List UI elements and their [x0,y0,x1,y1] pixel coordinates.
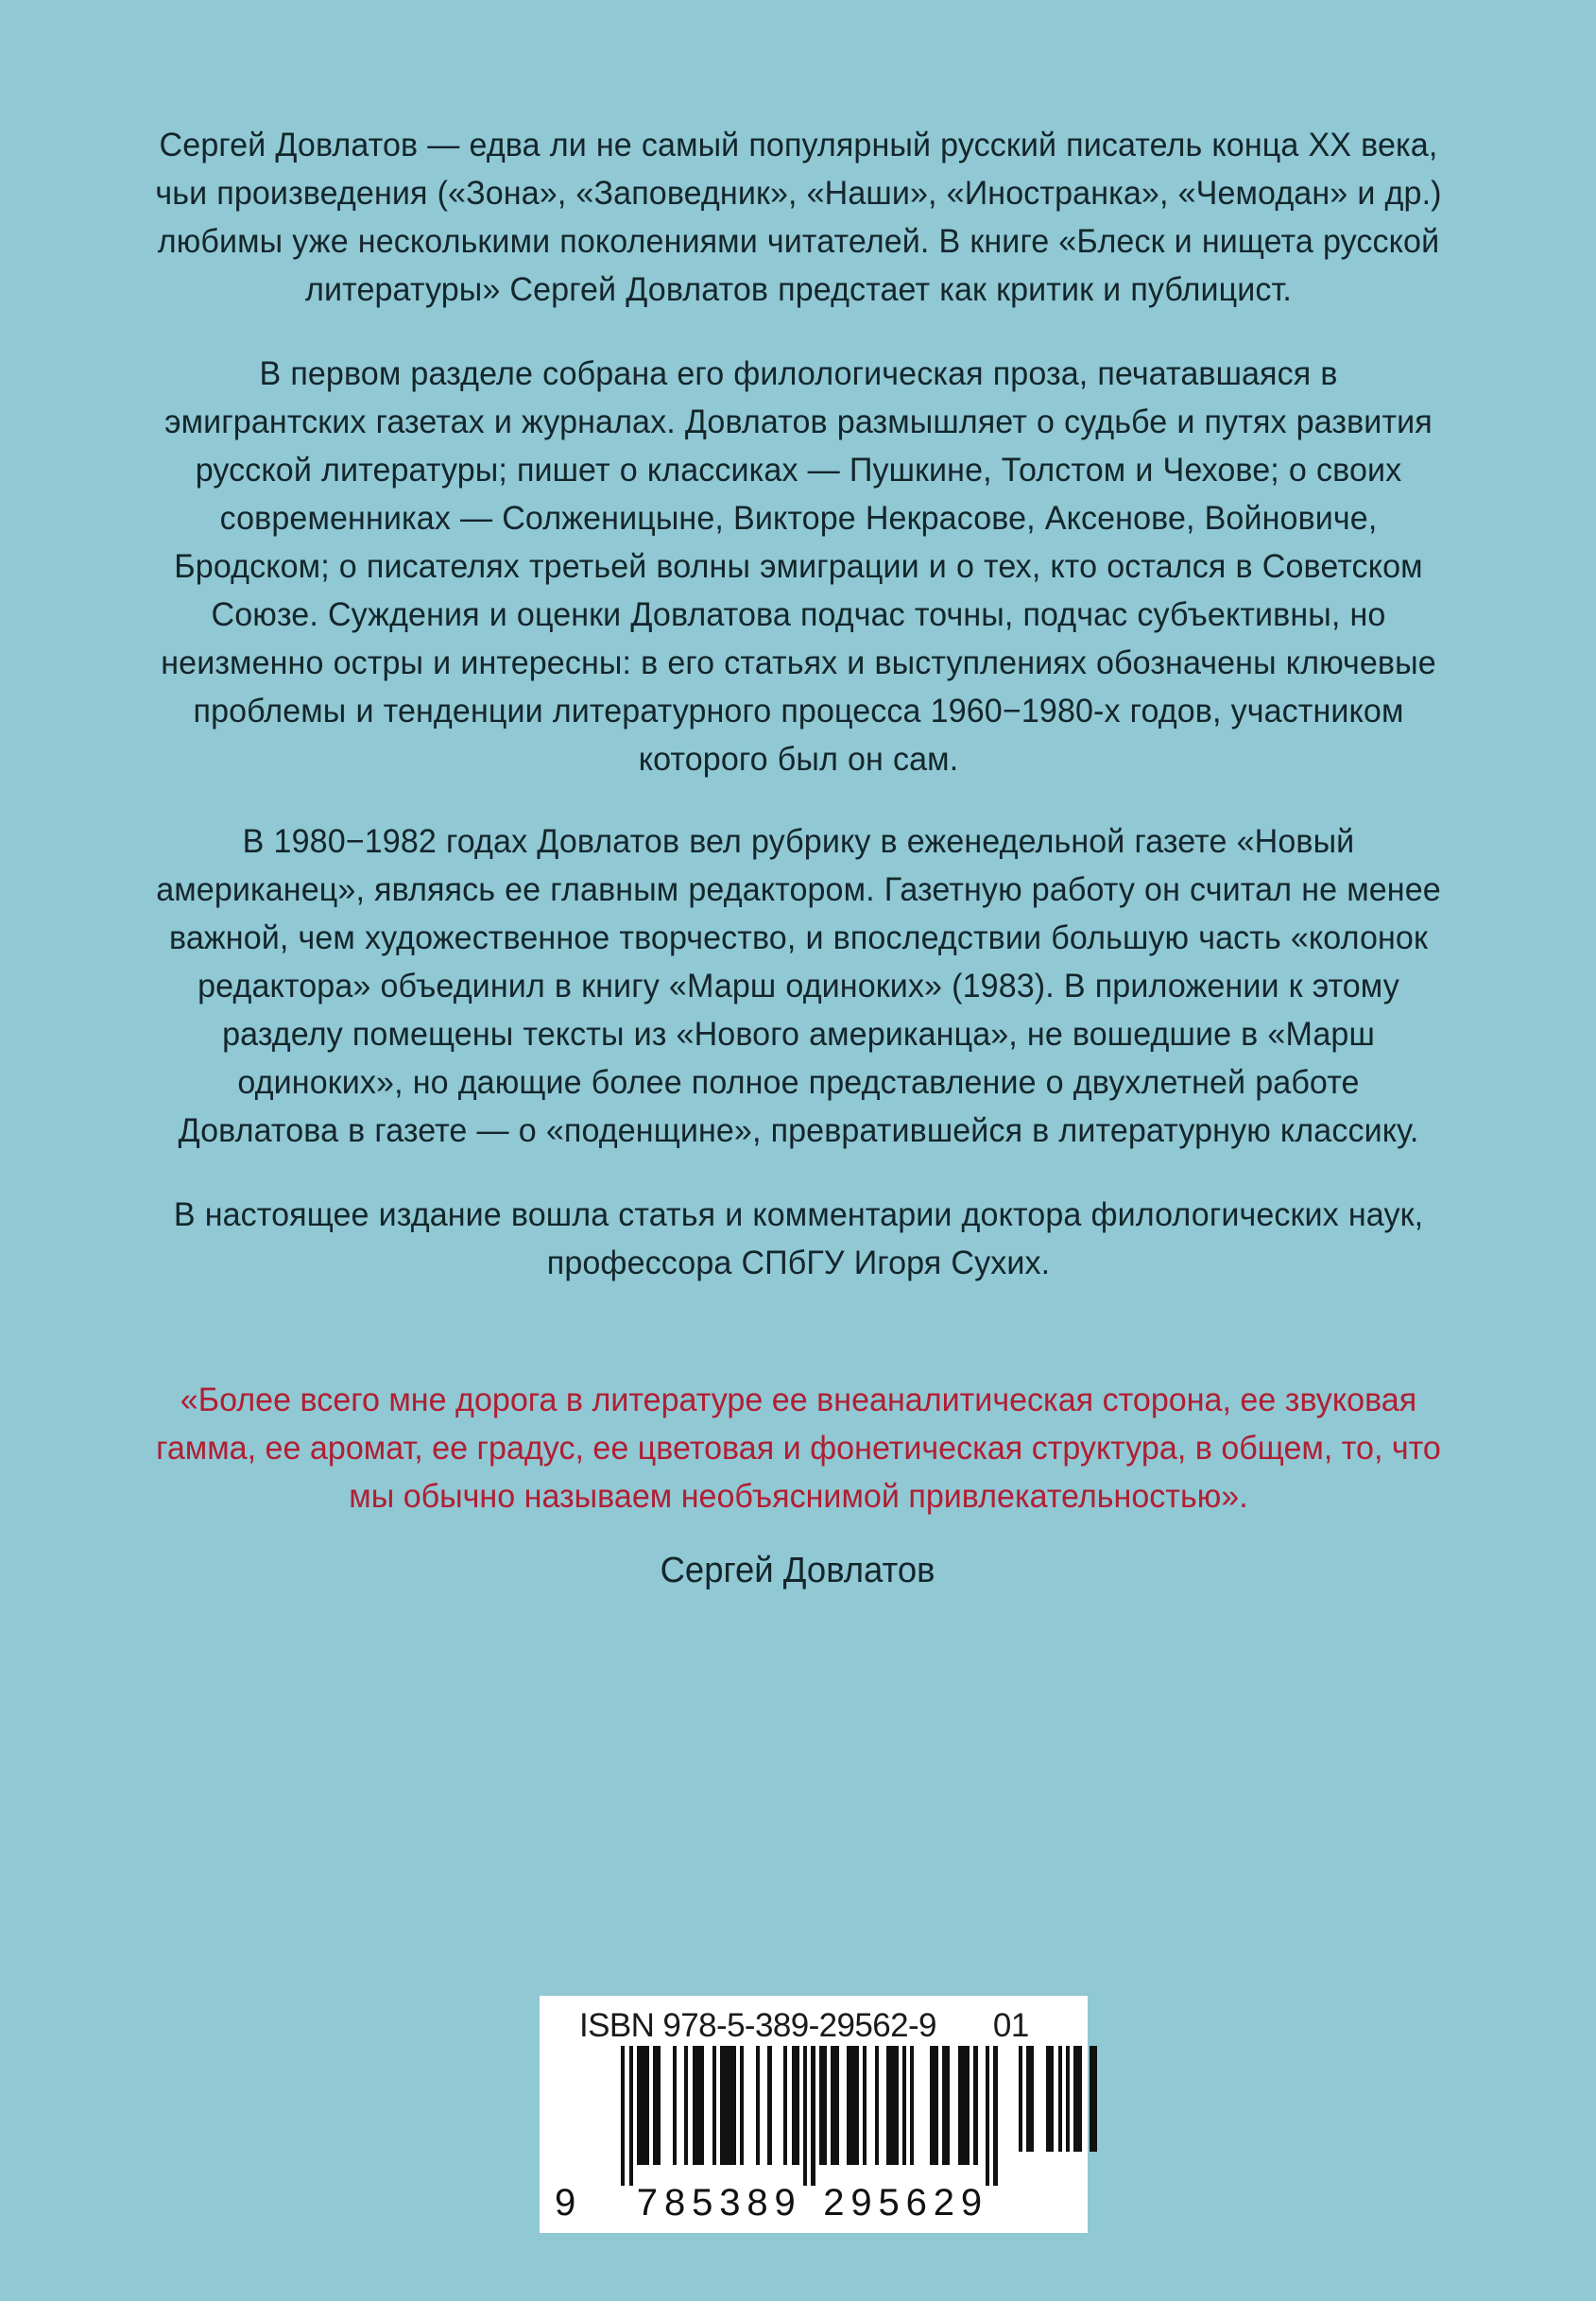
blurb-paragraph-3: В 1980−1982 годах Довлатов вел рубрику в еженедельной газете «Новый американец», являясь ее главным редактором. Газетную работу он считал не менее важной, чем художественное творчество, и впоследствии большую часть «колонок редактора» объединил в книгу «Марш одиноких» (1983). В приложении к этому разделу помещены тексты из «Нового американца», не вошедшие в «Марш одиноких», но дающие более полное представление о двухлетней работе Довлатова в газете — о «поденщине», превратившейся в литературную классику. [155,822,1441,1149]
barcode-addon-label: 01 [992,2007,1029,2044]
barcode-bars-row [555,2046,1073,2186]
author-quote-text: «Более всего мне дорога в литературе ее внеаналитическая сторона, ее звуковая гамма, ее аромат, ее градус, ее цветовая и фонетическая структура, в общем, то, что мы обычно называем необъяснимой привлекательностью». [155,1381,1441,1515]
isbn-label: ISBN 978-5-389-29562-9 [579,2007,936,2044]
author-quote-attribution: Сергей Довлатов [660,1551,935,1590]
blurb-paragraph-1: Сергей Довлатов — едва ли не самый популярный русский писатель конца XX века, чьи произведения («Зона», «Заповедник», «Наши», «Иностранка», «Чемодан» и др.) любимы уже несколькими поколениями читателей. В книге «Блеск и нищета русской литературы» Сергей Довлатов предстает как критик и публицист. [154,126,1442,308]
ean-addon-bars [1019,2046,1098,2152]
blurb-paragraph-2: В первом разделе собрана его филологическая проза, печатавшаяся в эмигрантских газетах и журналах. Довлатов размышляет о судьбе и путях развития русской литературы; пишет о классиках — Пушкине, Толстом и Чехове; о своих современниках — Солженицыне, Викторе Некрасове, Аксенове, Войновиче, Бродском; о писателях третьей волны эмиграции и о тех, кто остался в Советском Союзе. Суждения и оценки Довлатова подчас точны, подчас субъективны, но неизменно остры и интересны: в его статьях и выступлениях обозначены ключевые проблемы и тенденции литературного процесса 1960−1980-х годов, участником которого был он сам. [160,354,1436,778]
barcode-block [540,1996,1088,2233]
ean13-bars [577,2046,998,2186]
barcode-header-row [555,2009,1073,2042]
author-quote-block [128,1287,1469,1595]
blurb-paragraph-4: В настоящее издание вошла статья и комментарии доктора филологических наук, профессора СПбГУ Игоря Сухих. [173,1195,1423,1281]
ean13-digits: 9 785389 295629 [555,2182,989,2224]
blurb-text-block [128,0,1469,1287]
